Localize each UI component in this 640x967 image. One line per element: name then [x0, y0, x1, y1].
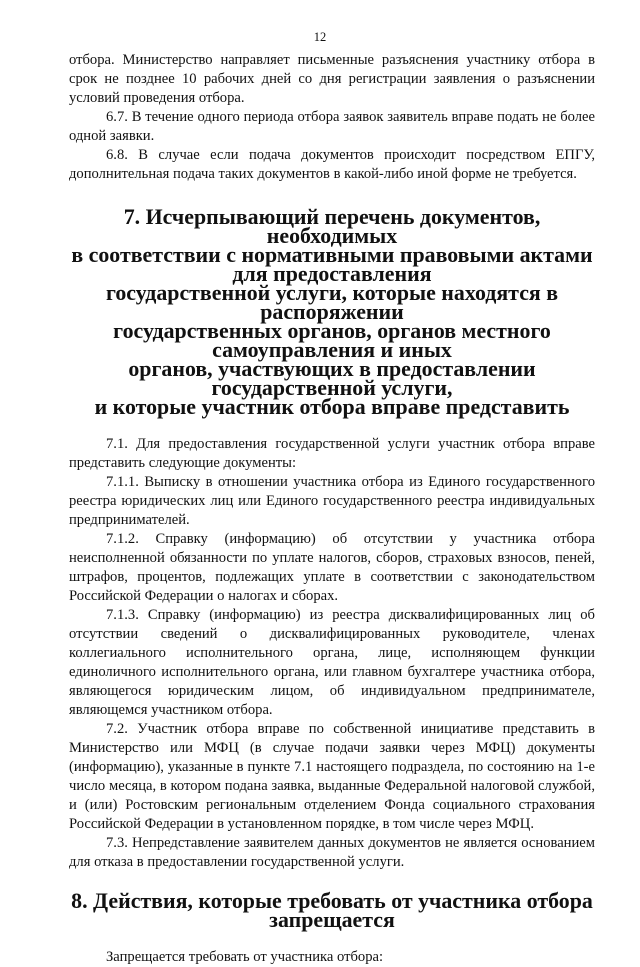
section-7-heading-line: органов, участвующих в предоставлении государственной услуги,: [128, 356, 536, 400]
section-8-heading: 8. Действия, которые требовать от участника отбора запрещается: [71, 888, 593, 932]
document-body: [69, 51, 595, 967]
paragraph-7-1-3: 7.1.3. Справку (информацию) из реестра дисквалифицированных лиц об отсутствии сведений о дисквалифицированных руководителе, членах коллегиального исполнительного органа, лице, исполняющем функции единоличного исполнительного органа, или главном бухгалтере участника отбора, являющегося юридическим лицом, об индивидуальном предпринимателе, являющемся участником отбора.: [69, 607, 595, 718]
paragraph-7-1-1: 7.1.1. Выписку в отношении участника отбора из Единого государственного реестра юридических лиц или Единого государственного реестра индивидуальных предпринимателей.: [69, 474, 595, 528]
section-7-heading-line: государственной услуги, которые находятся в распоряжении: [105, 280, 559, 324]
paragraph-7-3: 7.3. Непредставление заявителем данных документов не является основанием для отказа в предоставлении государственной услуги.: [69, 835, 595, 870]
paragraph-7-1-2: 7.1.2. Справку (информацию) об отсутствии у участника отбора неисполненной обязанности по уплате налогов, сборов, страховых взносов, пеней, штрафов, процентов, подлежащих уплате в соответствии с законодательством Российской Федерации о налогах и сборах.: [69, 531, 595, 604]
page-number: 12: [313, 30, 327, 44]
section-7-heading-line: и которые участник отбора вправе представить: [94, 394, 570, 419]
paragraph-6-7: 6.7. В течение одного периода отбора заявок заявитель вправе подать не более одной заявки.: [69, 109, 595, 144]
paragraph-continuation: отбора. Министерство направляет письменные разъяснения участнику отбора в срок не позднее 10 рабочих дней со дня регистрации заявления о разъяснении условий проведения отбора.: [69, 52, 595, 106]
paragraph-7-1: 7.1. Для предоставления государственной услуги участник отбора вправе представить следующие документы:: [69, 436, 595, 471]
section-7-heading: [69, 204, 595, 419]
paragraph-7-2: 7.2. Участник отбора вправе по собственной инициативе представить в Министерство или МФЦ (в случае подачи заявки через МФЦ) документы (информацию), указанные в пункте 7.1 настоящего подраздела, по состоянию на 1-е число месяца, в котором подана заявка, выданные Федеральной налоговой службой, и (или) Ростовским региональным отделением Фонда социального страхования Российской Федерации в установленном порядке, в том числе через МФЦ.: [69, 721, 595, 832]
section-7-heading-line: государственных органов, органов местного самоуправления и иных: [113, 318, 551, 362]
section-7-heading-line: в соответствии с нормативными правовыми актами для предоставления: [71, 242, 593, 286]
paragraph-8-intro: Запрещается требовать от участника отбора:: [106, 949, 384, 965]
paragraph-6-8: 6.8. В случае если подача документов происходит посредством ЕПГУ, дополнительная подача таких документов в какой-либо иной форме не требуется.: [69, 147, 595, 182]
section-7-heading-line: 7. Исчерпывающий перечень документов, необходимых: [123, 204, 541, 248]
